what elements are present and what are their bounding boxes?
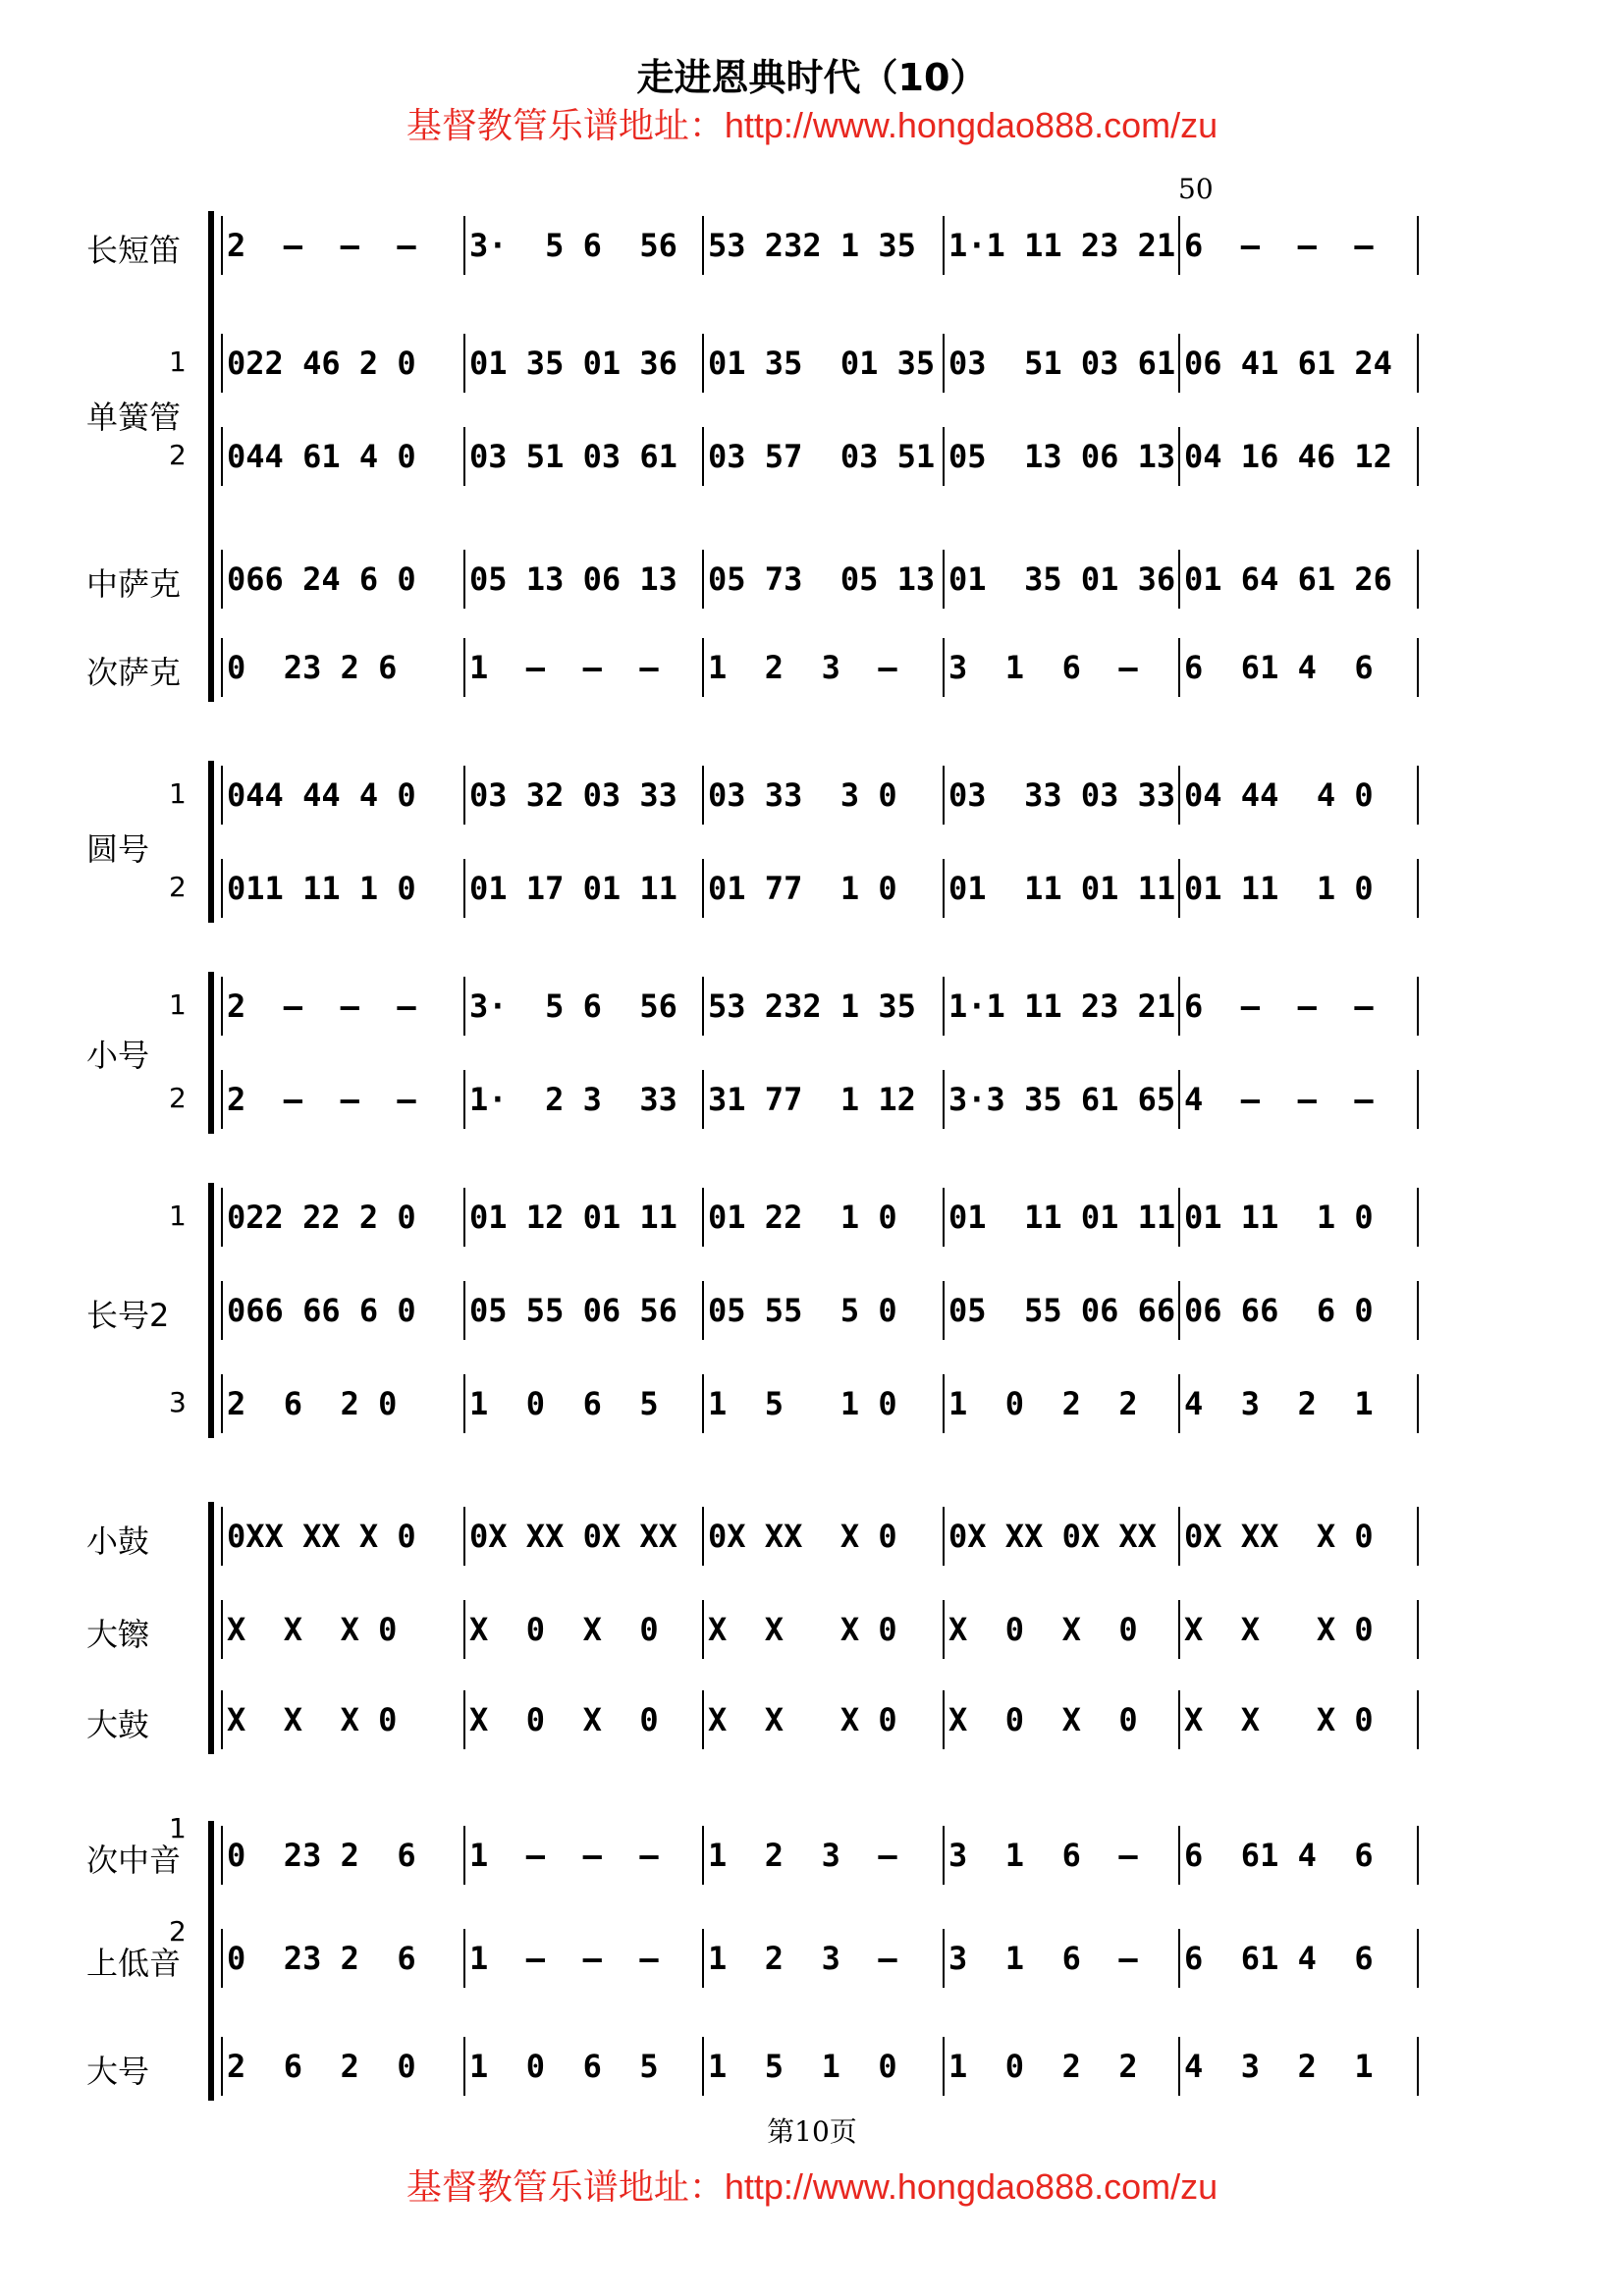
measure-notes: 6 – – – — [1184, 988, 1374, 1025]
barline — [943, 1281, 945, 1340]
measure-notes: 01 77 1 0 — [708, 870, 897, 907]
barline — [943, 550, 945, 609]
barline — [702, 1690, 704, 1749]
barline — [1417, 1374, 1419, 1433]
barline — [1417, 766, 1419, 825]
barline — [702, 550, 704, 609]
measure-notes: 1 0 6 5 — [469, 2048, 659, 2085]
barline — [221, 1188, 223, 1247]
measure-notes: 0 23 2 6 — [227, 1837, 416, 1874]
measure-notes: 04 44 4 0 — [1184, 776, 1374, 814]
barline — [943, 638, 945, 697]
instrument-label: 小鼓 — [86, 1522, 150, 1560]
instrument-label: 大镲 — [86, 1616, 150, 1653]
measure-notes: 01 11 01 11 — [948, 1199, 1176, 1236]
measure-notes: X X X 0 — [1184, 1611, 1374, 1648]
measure-notes: 1 0 2 2 — [948, 2048, 1138, 2085]
measure-notes: 066 24 6 0 — [227, 561, 416, 598]
part-number: 1 — [169, 1200, 187, 1232]
part-number: 1 — [169, 346, 187, 378]
barline — [1178, 1600, 1180, 1659]
measure-notes: 01 64 61 26 — [1184, 561, 1392, 598]
instrument-label: 大鼓 — [86, 1706, 150, 1743]
barline — [943, 1374, 945, 1433]
barline — [702, 1374, 704, 1433]
measure-notes: 011 11 1 0 — [227, 870, 416, 907]
barline — [463, 1070, 465, 1129]
barline — [1178, 1374, 1180, 1433]
measure-notes: 1 – – – — [469, 649, 659, 686]
measure-notes: X X X 0 — [1184, 1701, 1374, 1738]
barline — [1178, 977, 1180, 1036]
barline — [221, 977, 223, 1036]
barline — [943, 1929, 945, 1988]
barline — [1178, 1929, 1180, 1988]
barline — [1417, 2037, 1419, 2096]
barline — [1178, 1070, 1180, 1129]
barline — [702, 1281, 704, 1340]
barline — [463, 550, 465, 609]
barline — [702, 1600, 704, 1659]
barline — [1417, 859, 1419, 918]
measure-notes: 53 232 1 35 — [708, 227, 916, 264]
barline — [702, 427, 704, 486]
measure-notes: 1 5 1 0 — [708, 2048, 897, 2085]
measure-notes: 4 3 2 1 — [1184, 1385, 1374, 1422]
measure-notes: 2 6 2 0 — [227, 2048, 416, 2085]
barline — [943, 1600, 945, 1659]
measure-notes: 05 73 05 13 — [708, 561, 936, 598]
measure-notes: X X X 0 — [227, 1611, 398, 1648]
system-bracket — [208, 1821, 214, 2101]
measure-notes: 2 – – – — [227, 1081, 416, 1118]
barline — [221, 1690, 223, 1749]
barline — [221, 1281, 223, 1340]
barline — [221, 427, 223, 486]
system-bracket — [208, 972, 214, 1134]
barline — [221, 1600, 223, 1659]
part-number: 2 — [169, 439, 187, 471]
barline — [1178, 1507, 1180, 1566]
barline — [1417, 334, 1419, 393]
measure-notes: 03 32 03 33 — [469, 776, 677, 814]
barline — [221, 1826, 223, 1885]
measure-notes: X 0 X 0 — [469, 1701, 659, 1738]
measure-notes: 0X XX X 0 — [708, 1518, 897, 1555]
instrument-label: 长号2 — [86, 1297, 170, 1334]
instrument-label: 上低音 — [86, 1945, 182, 1982]
barline — [1417, 638, 1419, 697]
measure-notes: 6 61 4 6 — [1184, 1940, 1374, 1977]
barline — [1417, 1690, 1419, 1749]
barline — [1178, 216, 1180, 275]
barline — [702, 1826, 704, 1885]
barline — [1178, 1281, 1180, 1340]
barline — [1178, 334, 1180, 393]
measure-notes: 044 44 4 0 — [227, 776, 416, 814]
barline — [943, 1690, 945, 1749]
measure-notes: 03 51 03 61 — [469, 438, 677, 475]
measure-notes: 31 77 1 12 — [708, 1081, 916, 1118]
barline — [702, 1070, 704, 1129]
measure-number: 50 — [1178, 173, 1214, 205]
measure-notes: 04 16 46 12 — [1184, 438, 1392, 475]
measure-notes: 1 0 6 5 — [469, 1385, 659, 1422]
measure-notes: 066 66 6 0 — [227, 1292, 416, 1329]
part-number: 2 — [169, 1915, 187, 1948]
barline — [1178, 427, 1180, 486]
barline — [221, 1374, 223, 1433]
barline — [1417, 1507, 1419, 1566]
instrument-label: 次中音 — [86, 1842, 182, 1879]
barline — [702, 1188, 704, 1247]
measure-notes: 06 66 6 0 — [1184, 1292, 1374, 1329]
measure-notes: 2 – – – — [227, 988, 416, 1025]
barline — [943, 766, 945, 825]
measure-notes: 1·1 11 23 21 — [948, 227, 1176, 264]
measure-notes: 1·1 11 23 21 — [948, 988, 1176, 1025]
instrument-label: 圆号 — [86, 830, 150, 868]
barline — [1417, 1188, 1419, 1247]
barline — [1417, 1070, 1419, 1129]
barline — [463, 1600, 465, 1659]
barline — [1178, 2037, 1180, 2096]
barline — [1417, 1929, 1419, 1988]
barline — [1178, 1188, 1180, 1247]
barline — [1417, 977, 1419, 1036]
measure-notes: 044 61 4 0 — [227, 438, 416, 475]
barline — [702, 216, 704, 275]
measure-notes: X X X 0 — [227, 1701, 398, 1738]
measure-notes: 6 61 4 6 — [1184, 1837, 1374, 1874]
instrument-label: 单簧管 — [86, 399, 182, 436]
barline — [463, 334, 465, 393]
part-number: 1 — [169, 1812, 187, 1844]
source-url-bottom[interactable]: 基督教管乐谱地址：http://www.hongdao888.com/zu — [406, 2166, 1218, 2207]
barline — [463, 1281, 465, 1340]
barline — [943, 859, 945, 918]
measure-notes: 6 61 4 6 — [1184, 649, 1374, 686]
barline — [221, 334, 223, 393]
measure-notes: 01 11 1 0 — [1184, 870, 1374, 907]
measure-notes: 1· 2 3 33 — [469, 1081, 677, 1118]
measure-notes: 05 13 06 13 — [469, 561, 677, 598]
barline — [463, 216, 465, 275]
barline — [221, 638, 223, 697]
instrument-label: 小号 — [86, 1037, 150, 1074]
measure-notes: 1 2 3 – — [708, 649, 897, 686]
barline — [1178, 859, 1180, 918]
page-number: 第10页 — [767, 2115, 857, 2148]
part-number: 2 — [169, 871, 187, 903]
measure-notes: 0XX XX X 0 — [227, 1518, 416, 1555]
barline — [463, 1188, 465, 1247]
barline — [702, 1929, 704, 1988]
measure-notes: 1 2 3 – — [708, 1837, 897, 1874]
system-bracket — [208, 1502, 214, 1754]
barline — [463, 1826, 465, 1885]
barline — [463, 2037, 465, 2096]
measure-notes: 05 55 06 56 — [469, 1292, 677, 1329]
system-bracket — [208, 761, 214, 923]
measure-notes: 1 2 3 – — [708, 1940, 897, 1977]
measure-notes: 3· 5 6 56 — [469, 227, 677, 264]
barline — [1417, 1826, 1419, 1885]
measure-notes: 1 5 1 0 — [708, 1385, 897, 1422]
measure-notes: 0 23 2 6 — [227, 1940, 416, 1977]
barline — [221, 766, 223, 825]
barline — [463, 427, 465, 486]
measure-notes: 3 1 6 – — [948, 1837, 1138, 1874]
measure-notes: 01 12 01 11 — [469, 1199, 677, 1236]
barline — [463, 1929, 465, 1988]
measure-notes: 4 3 2 1 — [1184, 2048, 1374, 2085]
barline — [463, 1690, 465, 1749]
measure-notes: 53 232 1 35 — [708, 988, 916, 1025]
measure-notes: 0X XX X 0 — [1184, 1518, 1374, 1555]
measure-notes: 01 35 01 35 — [708, 345, 936, 382]
barline — [702, 766, 704, 825]
measure-notes: X 0 X 0 — [948, 1701, 1138, 1738]
measure-notes: X X X 0 — [708, 1611, 897, 1648]
instrument-label: 长短笛 — [86, 232, 182, 269]
barline — [463, 638, 465, 697]
measure-notes: 05 55 5 0 — [708, 1292, 897, 1329]
barline — [943, 1826, 945, 1885]
measure-notes: X X X 0 — [708, 1701, 897, 1738]
barline — [221, 216, 223, 275]
barline — [463, 1374, 465, 1433]
barline — [1417, 1281, 1419, 1340]
barline — [1178, 550, 1180, 609]
barline — [943, 2037, 945, 2096]
measure-notes: 1 – – – — [469, 1940, 659, 1977]
barline — [702, 859, 704, 918]
barline — [221, 1070, 223, 1129]
barline — [463, 859, 465, 918]
page-title: 走进恩典时代（10） — [636, 56, 988, 99]
barline — [702, 1507, 704, 1566]
barline — [463, 766, 465, 825]
barline — [702, 977, 704, 1036]
measure-notes: 03 33 03 33 — [948, 776, 1176, 814]
system-bracket — [208, 211, 214, 702]
barline — [221, 550, 223, 609]
barline — [1417, 550, 1419, 609]
barline — [943, 334, 945, 393]
barline — [1178, 1690, 1180, 1749]
part-number: 1 — [169, 777, 187, 810]
barline — [943, 1188, 945, 1247]
barline — [221, 859, 223, 918]
measure-notes: 3 1 6 – — [948, 1940, 1138, 1977]
instrument-label: 中萨克 — [86, 565, 182, 603]
barline — [943, 1070, 945, 1129]
measure-notes: 3 1 6 – — [948, 649, 1138, 686]
measure-notes: X 0 X 0 — [948, 1611, 1138, 1648]
measure-notes: 05 55 06 66 — [948, 1292, 1176, 1329]
measure-notes: 01 17 01 11 — [469, 870, 677, 907]
barline — [1417, 216, 1419, 275]
measure-notes: 03 33 3 0 — [708, 776, 897, 814]
barline — [221, 1929, 223, 1988]
part-number: 3 — [169, 1386, 187, 1418]
barline — [943, 427, 945, 486]
measure-notes: 01 11 1 0 — [1184, 1199, 1374, 1236]
barline — [221, 2037, 223, 2096]
measure-notes: 6 – – – — [1184, 227, 1374, 264]
measure-notes: 0X XX 0X XX — [948, 1518, 1157, 1555]
measure-notes: 03 57 03 51 — [708, 438, 936, 475]
barline — [1417, 427, 1419, 486]
barline — [943, 977, 945, 1036]
measure-notes: 01 11 01 11 — [948, 870, 1176, 907]
instrument-label: 大号 — [86, 2053, 150, 2090]
measure-notes: 022 22 2 0 — [227, 1199, 416, 1236]
instrument-label: 次萨克 — [86, 654, 182, 691]
barline — [463, 1507, 465, 1566]
source-url-top[interactable]: 基督教管乐谱地址：http://www.hongdao888.com/zu — [406, 105, 1218, 145]
barline — [702, 638, 704, 697]
barline — [221, 1507, 223, 1566]
measure-notes: X 0 X 0 — [469, 1611, 659, 1648]
barline — [1417, 1600, 1419, 1659]
measure-notes: 01 35 01 36 — [948, 561, 1176, 598]
measure-notes: 06 41 61 24 — [1184, 345, 1392, 382]
measure-notes: 01 35 01 36 — [469, 345, 677, 382]
barline — [702, 334, 704, 393]
part-number: 2 — [169, 1082, 187, 1114]
measure-notes: 4 – – – — [1184, 1081, 1374, 1118]
measure-notes: 022 46 2 0 — [227, 345, 416, 382]
measure-notes: 2 – – – — [227, 227, 416, 264]
barline — [702, 2037, 704, 2096]
measure-notes: 1 0 2 2 — [948, 1385, 1138, 1422]
measure-notes: 3·3 35 61 65 — [948, 1081, 1176, 1118]
measure-notes: 03 51 03 61 — [948, 345, 1176, 382]
measure-notes: 2 6 2 0 — [227, 1385, 398, 1422]
barline — [1178, 766, 1180, 825]
measure-notes: 05 13 06 13 — [948, 438, 1176, 475]
system-bracket — [208, 1183, 214, 1438]
measure-notes: 0X XX 0X XX — [469, 1518, 677, 1555]
barline — [1178, 1826, 1180, 1885]
measure-notes: 1 – – – — [469, 1837, 659, 1874]
measure-notes: 3· 5 6 56 — [469, 988, 677, 1025]
barline — [943, 216, 945, 275]
measure-notes: 0 23 2 6 — [227, 649, 398, 686]
measure-notes: 01 22 1 0 — [708, 1199, 897, 1236]
barline — [463, 977, 465, 1036]
part-number: 1 — [169, 988, 187, 1021]
barline — [1178, 638, 1180, 697]
barline — [943, 1507, 945, 1566]
